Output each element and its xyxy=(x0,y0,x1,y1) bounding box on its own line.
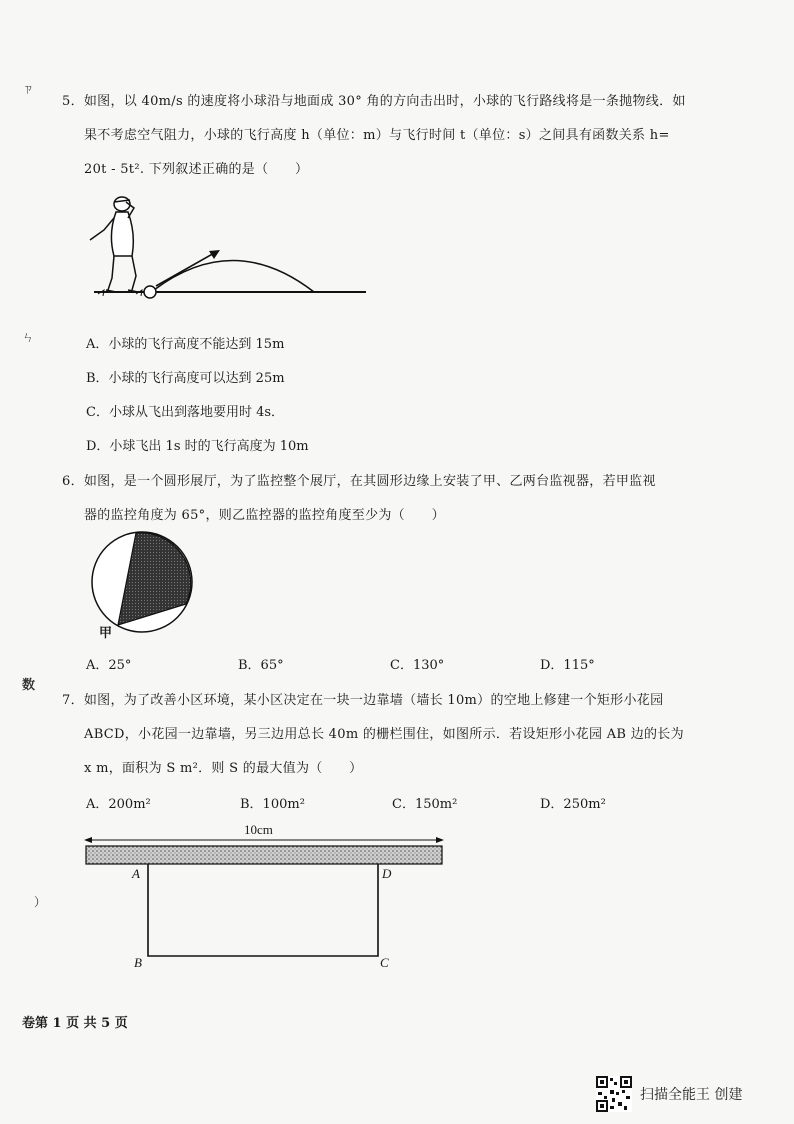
q6-option-a[interactable]: A．25° xyxy=(86,658,132,673)
scanner-watermark: 扫描全能王 创建 xyxy=(640,1087,743,1103)
q7-option-b[interactable]: B．100m² xyxy=(240,797,305,812)
q5-line1: 5．如图，以 40m/s 的速度将小球沿与地面成 30° 角的方向击出时，小球的飞行路线将是一条抛物线．如 xyxy=(62,94,686,109)
q5-option-c[interactable]: C．小球从飞出到落地要用时 4s． xyxy=(86,405,285,420)
q7-label-c: C xyxy=(380,955,389,970)
margin-fragment: ㄗ xyxy=(22,82,35,96)
q7-line3: x m，面积为 S m²．则 S 的最大值为（ ） xyxy=(84,761,363,776)
q7-garden-figure xyxy=(80,822,450,972)
q5-line3: 20t - 5t². 下列叙述正确的是（ ） xyxy=(84,162,309,177)
q6-figure-label-jia: 甲 xyxy=(99,626,113,641)
q7-option-a[interactable]: A．200m² xyxy=(86,797,151,812)
q7-option-c[interactable]: C．150m² xyxy=(392,797,458,812)
q7-wall-label: 10cm xyxy=(244,822,273,837)
q7-label-d: D xyxy=(382,866,392,881)
q5-option-d[interactable]: D．小球飞出 1s 时的飞行高度为 10m xyxy=(86,439,309,454)
page-number: 第 1 页 共 5 页 xyxy=(35,1016,128,1031)
q5-option-b[interactable]: B．小球的飞行高度可以达到 25m xyxy=(86,371,285,386)
footer-prefix: 卷 xyxy=(22,1016,36,1031)
margin-fragment: ） xyxy=(34,895,47,909)
q6-option-b[interactable]: B．65° xyxy=(238,658,284,673)
q5-option-a[interactable]: A．小球的飞行高度不能达到 15m xyxy=(86,337,285,352)
q5-golfer-figure xyxy=(84,190,374,310)
q6-line1: 6．如图，是一个圆形展厅，为了监控整个展厅，在其圆形边缘上安装了甲、乙两台监视器，若甲监视 xyxy=(62,474,656,489)
q7-label-b: B xyxy=(134,955,142,970)
q6-option-c[interactable]: C．130° xyxy=(390,658,445,673)
q7-line1: 7．如图，为了改善小区环境，某小区决定在一块一边靠墙（墙长 10m）的空地上修建一个矩形小花园 xyxy=(62,693,664,708)
q6-option-d[interactable]: D．115° xyxy=(540,658,595,673)
margin-fragment: 数 xyxy=(22,678,36,693)
margin-fragment: ㄣ xyxy=(22,330,35,344)
page-footer xyxy=(22,1012,128,1031)
q6-line2: 器的监控角度为 65°，则乙监控器的监控角度至少为（ ） xyxy=(84,508,445,523)
qr-code-icon xyxy=(596,1076,632,1112)
q5-line2: 果不考虑空气阻力，小球的飞行高度 h（单位：m）与飞行时间 t（单位：s）之间具有函数关系 h= xyxy=(84,128,670,143)
q7-label-a: A xyxy=(132,866,140,881)
q7-line2: ABCD，小花园一边靠墙，另三边用总长 40m 的栅栏围住，如图所示．若设矩形小花园 AB 边的长为 xyxy=(84,727,684,742)
q7-option-d[interactable]: D．250m² xyxy=(540,797,606,812)
